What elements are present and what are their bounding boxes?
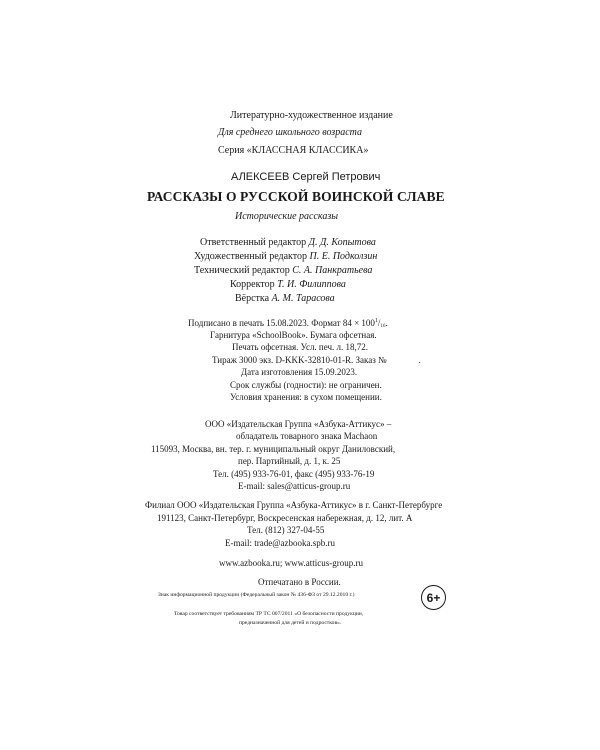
credit-line	[230, 280, 346, 290]
credit-name: С. А. Панкратьева	[292, 265, 373, 276]
publisher-phone: Тел. (495) 933-76-01, факс (495) 933-76-19	[213, 469, 375, 479]
format-denominator: 16	[380, 324, 386, 329]
credit-role: Вёрстка	[235, 293, 270, 304]
print-date: Дата изготовления 15.09.2023.	[241, 367, 358, 377]
credit-role: Художественный редактор	[194, 251, 307, 262]
credit-line	[200, 238, 376, 248]
publisher-address: 115093, Москва, вн. тер. г. муниципальный округ Даниловский,	[151, 444, 396, 454]
credit-line	[194, 266, 372, 276]
author-name: АЛЕКСЕЕВ Сергей Петрович	[231, 171, 381, 183]
print-typeface: Гарнитура «SchoolBook». Бумага офсетная.	[210, 330, 377, 340]
publisher-address: пер. Партийный, д. 1, к. 25	[238, 456, 341, 466]
credit-role: Технический редактор	[194, 265, 290, 276]
branch-address: 191123, Санкт-Петербург, Воскресенская набережная, д. 12, лит. А	[157, 513, 413, 523]
print-run-text: Тираж 3000 экз. D-KKK-32810-01-R. Заказ №	[212, 355, 387, 365]
footer-info-sign: Знак информационной продукции (Федеральный закон № 436-ФЗ от 29.12.2010 г.)	[158, 592, 355, 598]
branch-phone: Тел. (812) 327-04-55	[247, 525, 325, 535]
credit-name: Д. Д. Копытова	[308, 237, 376, 248]
book-subtitle: Исторические рассказы	[235, 211, 338, 222]
printed-in: Отпечатано в России.	[258, 577, 341, 587]
print-signed: Подписано в печать 15.08.2023. Формат $84 \times 100^1/_{16}$.	[188, 318, 388, 329]
publisher-line: обладатель товарного знака Machaon	[236, 431, 378, 441]
audience-line: Для среднего школьного возраста	[218, 127, 362, 138]
credit-name: П. Е. Подколзин	[309, 251, 378, 262]
print-run	[212, 356, 421, 365]
series-line: Серия «КЛАССНАЯ КЛАССИКА»	[218, 145, 369, 156]
print-run-end: .	[418, 355, 421, 365]
websites-line: www.azbooka.ru; www.atticus-group.ru	[219, 558, 364, 568]
print-shelf-life: Срок службы (годности): не ограничен.	[230, 380, 382, 390]
print-printing: Печать офсетная. Усл. печ. л. 18,72.	[232, 342, 369, 352]
print-signed-text: Подписано в печать 15.08.2023. Формат 84 × 100	[188, 318, 375, 328]
edition-type: Литературно-художественное издание	[230, 110, 393, 121]
credit-line	[235, 294, 335, 304]
branch-email: E-mail: trade@azbooka.spb.ru	[225, 538, 335, 548]
branch-line: Филиал ООО «Издательская Группа «Азбука-Аттикус» в г. Санкт-Петербурге	[145, 500, 443, 510]
print-storage: Условия хранения: в сухом помещении.	[230, 392, 382, 402]
publisher-line: ООО «Издательская Группа «Азбука-Аттикус» –	[205, 419, 392, 429]
format-numerator: 1	[374, 318, 378, 324]
age-rating-badge: 6+	[421, 585, 446, 610]
credit-role: Ответственный редактор	[200, 237, 307, 248]
book-title: РАССКАЗЫ О РУССКОЙ ВОИНСКОЙ СЛАВЕ	[147, 189, 445, 204]
credit-role: Корректор	[230, 279, 275, 290]
credit-line	[194, 252, 377, 262]
credit-name: А. М. Тарасова	[271, 293, 335, 304]
publisher-email: E-mail: sales@atticus-group.ru	[238, 481, 351, 491]
credit-name: Т. И. Филиппова	[277, 279, 346, 290]
print-signed-end: .	[385, 318, 388, 328]
footer-compliance: Товар соответствует требованиям ТР ТС 007/2011 «О безопасности продукции,	[174, 611, 364, 617]
footer-compliance-end: предназначенной для детей и подростков».	[239, 620, 342, 626]
